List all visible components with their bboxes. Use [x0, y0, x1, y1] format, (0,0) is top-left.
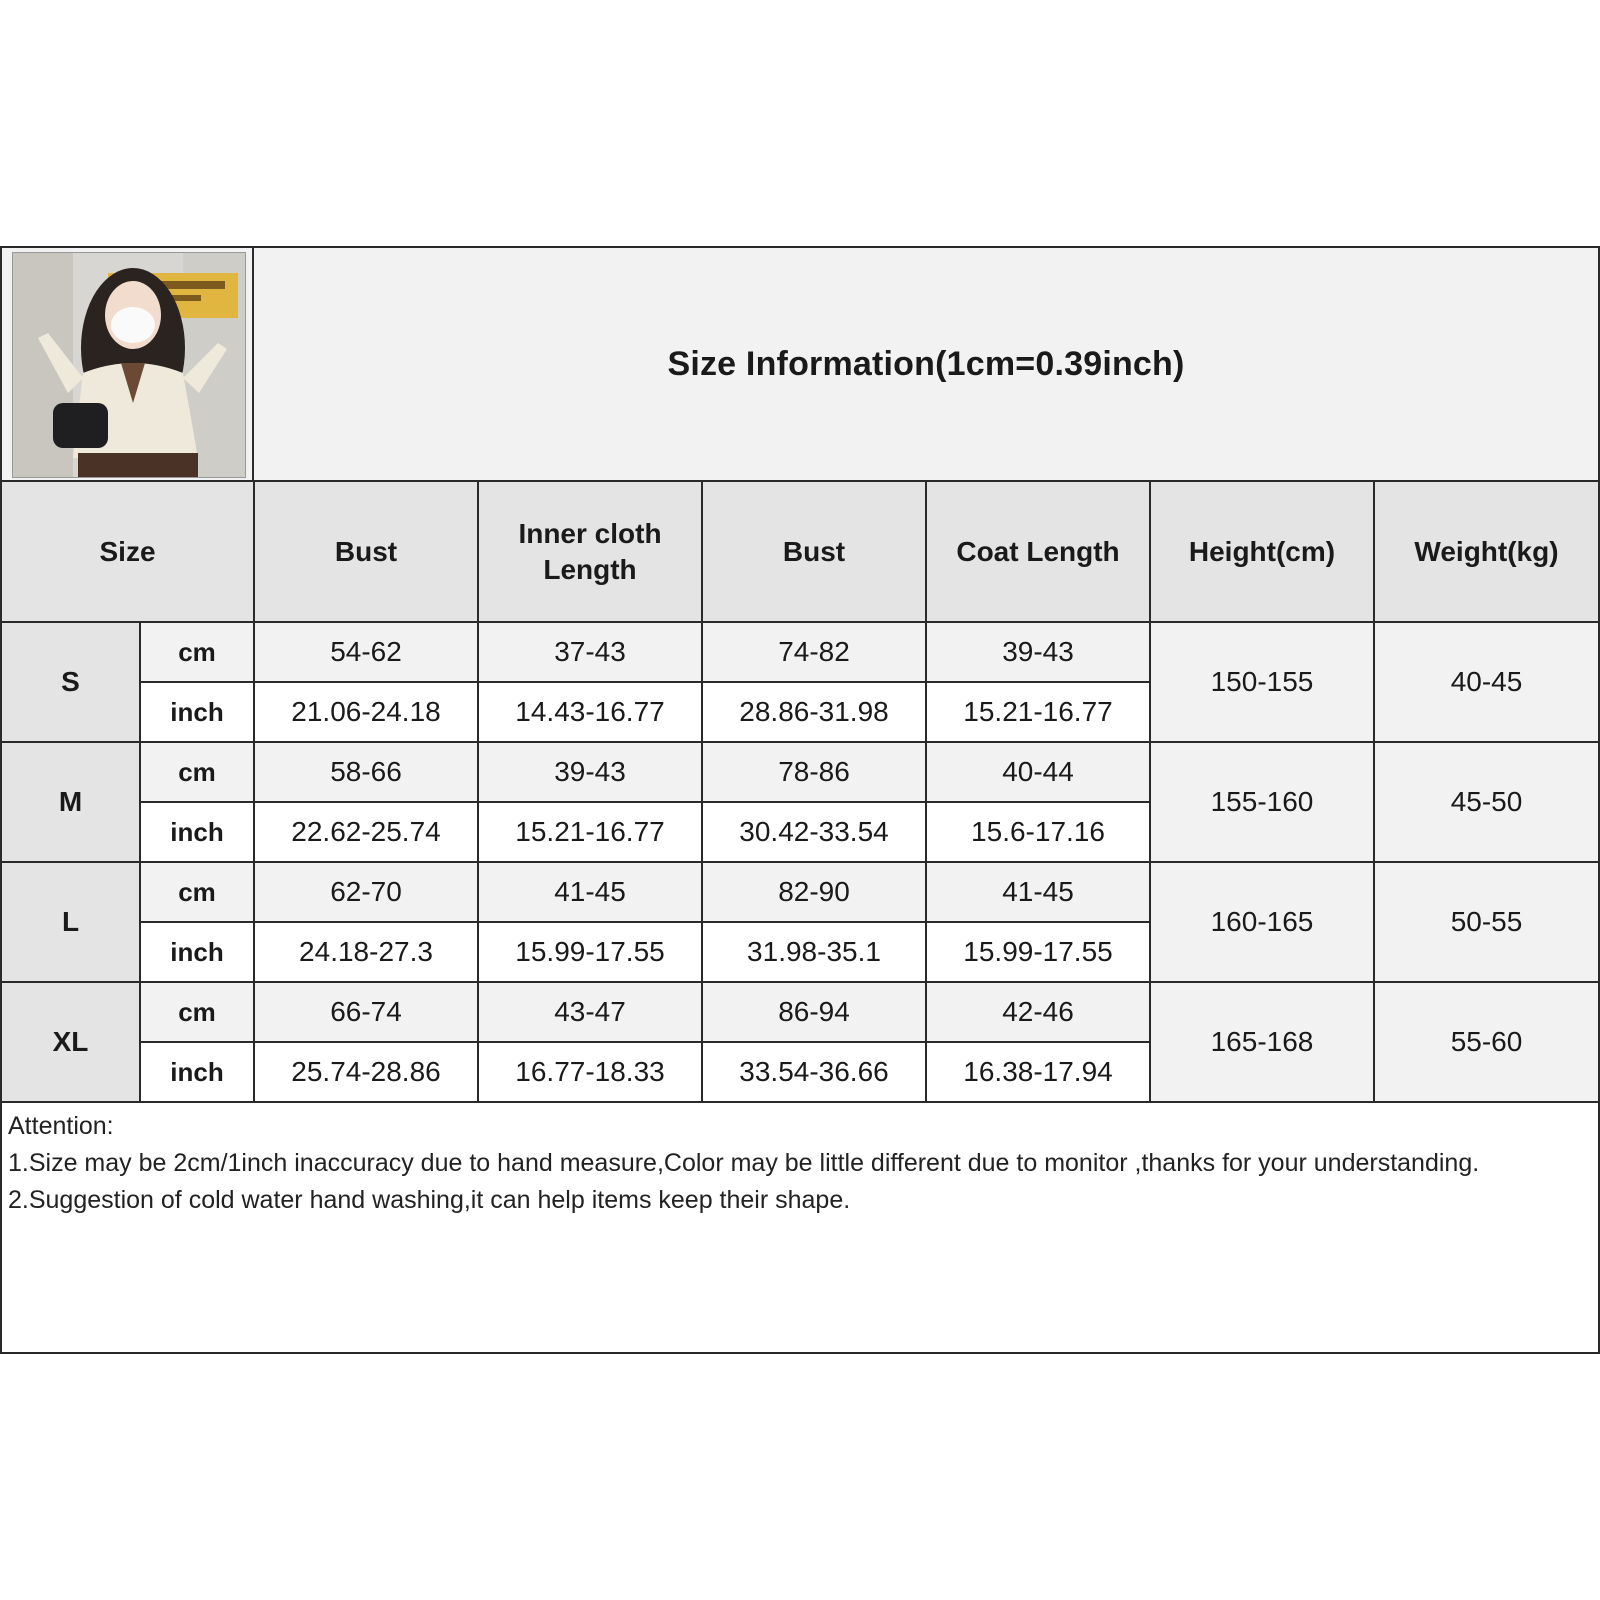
- unit-inch: inch: [140, 1042, 254, 1102]
- cell-coat-length: 39-43: [926, 622, 1150, 682]
- size-chart-sheet: [0, 246, 1600, 1354]
- unit-inch: inch: [140, 802, 254, 862]
- unit-cm: cm: [140, 622, 254, 682]
- header-height: Height(cm): [1150, 482, 1374, 622]
- cell-bust-2: 78-86: [702, 742, 926, 802]
- header-inner-line1: Inner cloth: [518, 517, 662, 549]
- cell-bust-2: 74-82: [702, 622, 926, 682]
- title-cell: [254, 248, 1598, 482]
- cell-bust-2: 28.86-31.98: [702, 682, 926, 742]
- table-header-row: [2, 482, 1598, 622]
- attention-notes: [8, 1108, 1588, 1219]
- cell-height: 165-168: [1150, 982, 1374, 1102]
- table-row: [2, 742, 1598, 802]
- table-row: [2, 622, 1598, 682]
- attention-note-1: 1.Size may be 2cm/1inch inaccuracy due to hand measure,Color may be little different due to monitor ,thanks for your understanding.: [8, 1149, 1480, 1177]
- cell-inner-length: 43-47: [478, 982, 702, 1042]
- cell-inner-length: 41-45: [478, 862, 702, 922]
- table-row: [2, 982, 1598, 1042]
- unit-cm: cm: [140, 742, 254, 802]
- cell-bust: 24.18-27.3: [254, 922, 478, 982]
- size-label: S: [2, 622, 140, 742]
- header-weight: Weight(kg): [1374, 482, 1598, 622]
- cell-bust-2: 31.98-35.1: [702, 922, 926, 982]
- size-label: XL: [2, 982, 140, 1102]
- cell-inner-length: 15.21-16.77: [478, 802, 702, 862]
- cell-coat-length: 15.99-17.55: [926, 922, 1150, 982]
- cell-inner-length: 37-43: [478, 622, 702, 682]
- unit-inch: inch: [140, 922, 254, 982]
- cell-bust: 58-66: [254, 742, 478, 802]
- cell-height: 160-165: [1150, 862, 1374, 982]
- header-bust-2: Bust: [702, 482, 926, 622]
- page-title: Size Information(1cm=0.39inch): [667, 344, 1185, 383]
- cell-coat-length: 15.21-16.77: [926, 682, 1150, 742]
- cell-coat-length: 15.6-17.16: [926, 802, 1150, 862]
- unit-inch: inch: [140, 682, 254, 742]
- cell-bust-2: 86-94: [702, 982, 926, 1042]
- cell-coat-length: 41-45: [926, 862, 1150, 922]
- cell-bust-2: 30.42-33.54: [702, 802, 926, 862]
- cell-weight: 55-60: [1374, 982, 1598, 1102]
- cell-inner-length: 39-43: [478, 742, 702, 802]
- size-label: M: [2, 742, 140, 862]
- table-row: [2, 862, 1598, 922]
- product-photo-cell: [2, 248, 254, 482]
- size-label: L: [2, 862, 140, 982]
- header-coat-length: Coat Length: [926, 482, 1150, 622]
- cell-weight: 50-55: [1374, 862, 1598, 982]
- header-inner-cloth-length: [478, 482, 702, 622]
- cell-bust: 66-74: [254, 982, 478, 1042]
- cell-inner-length: 16.77-18.33: [478, 1042, 702, 1102]
- cell-weight: 45-50: [1374, 742, 1598, 862]
- cell-inner-length: 15.99-17.55: [478, 922, 702, 982]
- cell-height: 150-155: [1150, 622, 1374, 742]
- cell-bust-2: 82-90: [702, 862, 926, 922]
- cell-bust: 21.06-24.18: [254, 682, 478, 742]
- unit-cm: cm: [140, 982, 254, 1042]
- size-table: [2, 482, 1598, 1103]
- cell-coat-length: 40-44: [926, 742, 1150, 802]
- cell-coat-length: 16.38-17.94: [926, 1042, 1150, 1102]
- cell-bust-2: 33.54-36.66: [702, 1042, 926, 1102]
- cell-coat-length: 42-46: [926, 982, 1150, 1042]
- cell-height: 155-160: [1150, 742, 1374, 862]
- attention-heading: Attention:: [8, 1112, 114, 1140]
- product-photo: [12, 252, 246, 478]
- cell-weight: 40-45: [1374, 622, 1598, 742]
- cell-bust: 62-70: [254, 862, 478, 922]
- cell-bust: 22.62-25.74: [254, 802, 478, 862]
- attention-note-2: 2.Suggestion of cold water hand washing,it can help items keep their shape.: [8, 1186, 851, 1214]
- header-inner-line2: Length: [543, 553, 637, 585]
- cell-bust: 54-62: [254, 622, 478, 682]
- cell-inner-length: 14.43-16.77: [478, 682, 702, 742]
- header-bust: Bust: [254, 482, 478, 622]
- cell-bust: 25.74-28.86: [254, 1042, 478, 1102]
- header-size: Size: [2, 482, 254, 622]
- unit-cm: cm: [140, 862, 254, 922]
